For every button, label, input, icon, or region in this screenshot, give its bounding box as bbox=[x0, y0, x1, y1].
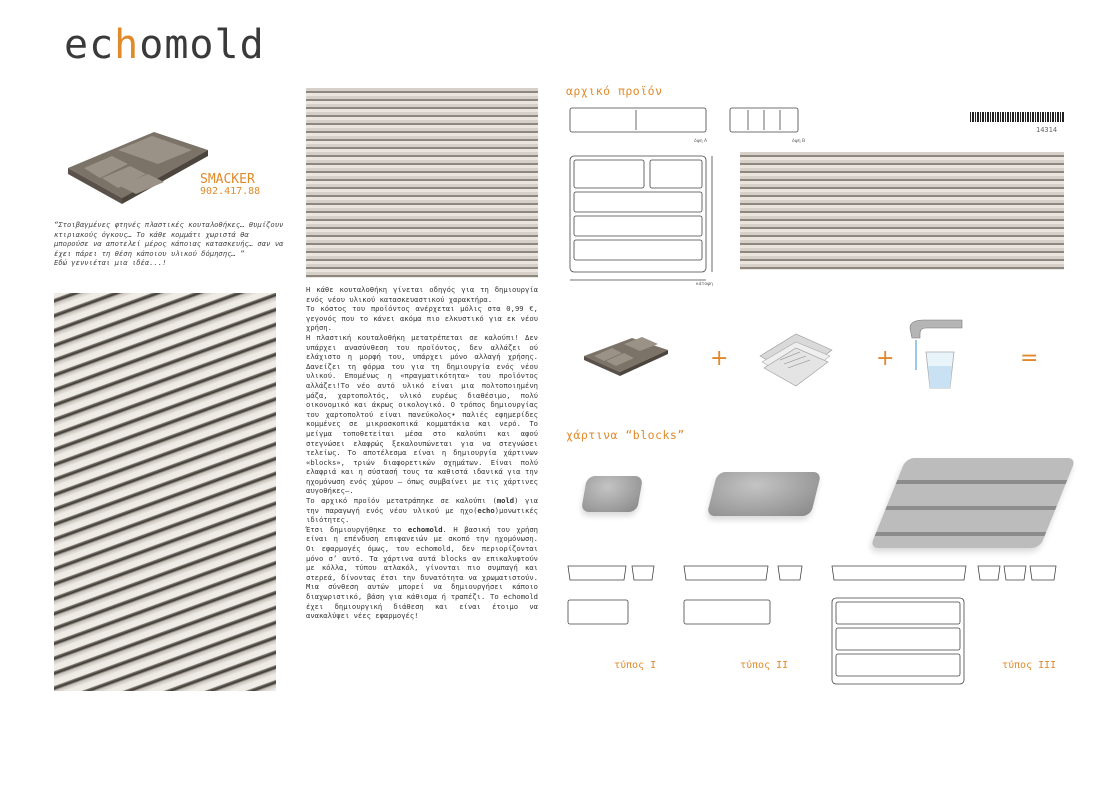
type-label-1: τύπος I bbox=[614, 660, 657, 671]
newspapers-image bbox=[756, 326, 836, 388]
label-side-b: όψη Β bbox=[792, 139, 806, 144]
section-initial-product: αρχικό προϊόν bbox=[566, 84, 663, 98]
equation-tray-image bbox=[580, 334, 672, 380]
block-type-3-render bbox=[870, 458, 1076, 548]
cutlery-tray-photo bbox=[62, 128, 212, 206]
type-label-2: τύπος II bbox=[740, 660, 789, 671]
section-paper-blocks: χάρτινα “blocks” bbox=[566, 428, 685, 442]
stacked-trays-closeup-photo bbox=[54, 293, 276, 691]
type-3-drawing bbox=[830, 562, 1070, 692]
label-plan: κάτοψη bbox=[696, 282, 713, 287]
tray-side-b-drawing bbox=[728, 106, 808, 136]
stacked-trays-photo bbox=[306, 88, 538, 278]
block-type-2-render bbox=[707, 472, 822, 516]
product-name: SMACKER bbox=[200, 172, 255, 187]
barcode-number: 14314 bbox=[1036, 126, 1058, 134]
label-side-a: όψη Α bbox=[694, 139, 708, 144]
product-code: 902.417.88 bbox=[200, 186, 261, 197]
plus-sign-2: + bbox=[876, 346, 895, 371]
page-title: echomold bbox=[64, 22, 265, 68]
type-1-drawing bbox=[566, 562, 676, 632]
plus-sign-1: + bbox=[710, 346, 729, 371]
barcode bbox=[970, 112, 1064, 122]
water-glass-image bbox=[904, 318, 974, 390]
type-label-3: τύπος III bbox=[1002, 660, 1057, 671]
description-text: Η κάθε κουταλοθήκη γίνεται οδηγός για τη δημιουργία ενός νέου υλικού κατασκευαστικού χαρακτήρα. Το κόστος του προϊόντος ανέρχεται μόλις στα 0,99 €, γεγονός που το κάνει ακόμα πιο ελκυστικό για εκ νέου χρήση. Η πλαστική κουταλοθήκη μετατρέπεται σε καλούπι! Δεν υπάρχει ανασύνθεση του προϊόντος, δεν αλλάζει ού ελάχιστο η μορφή του, υπάρχει μόνο αλλαγή χρήσης. Δανείζει τη φόρμα του για τη δημιουργία ενός νέου υλικού. Επομένως η «πραγματικότητα» του προϊόντος αλλάζει!Το νέο αυτό υλικό είναι μια πολτοποιημένη μάζα, χαρτοπολτός, υλικό ευρέως διαθέσιμο, πολύ οικονομικό και άκρως οικολογικό. Ο τρόπος δημιουργίας του χαρτοπολτού είναι πανεύκολος• παλιές εφημερίδες κομμένες σε μικροσκοπικά κομματάκια και νερό. Το μείγμα τοποθετείται μέσα στο καλούπι και αφού στεγνώσει ελαφρώς ξεκαλουπώνεται για να στεγνώσει τελείως. Το αποτέλεσμα είναι η δημιουργία χάρτινων «blocks», τριών διαφορετικών σχημάτων. Είναι πολύ ελαφριά και η σύστασή τους τα καθιστά ιδανικά για την ηχομόνωση ενός χώρου – όπως συμβαίνει με τις χάρτινες αυγοθήκες–. Το αρχικό προϊόν μετατράπηκε σε καλούπι (mold) για την παραγωγή ενός νέου υλικού με ηχο(echo)μονωτικές ιδιότητες. Έτσι δημιουργήθηκε το echomold. Η βασική του χρήση είναι η επένδυση επιφανειών με σκοπό την ηχομόνωση. Οι εφαρμογές όμως, του echomold, δεν περιορίζονται μόνο σ’ αυτό. Τα χάρτινα αυτά blocks αν επικαλυφτούν με κόλλα, τύπου ατλακόλ, γίνονται πιο συμπαγή και στερεά, δίνοντας έτσι την δυνατότητα να χρωματιστούν. Μια σύνθεση αυτών μπορεί να δημιουργήσει κάποιο διαχωριστικό, βάση για κάθισμα ή τραπέζι. Το echomold έχει δημιουργική διάθεση και είναι έτοιμο να ανακαλύψει νέες εφαρμογές! bbox=[306, 285, 539, 621]
type-2-drawing bbox=[682, 562, 812, 632]
quote-text: “Στοιβαγμένες φτηνές πλαστικές κουταλοθήκες… θυμίζουν κτιριακούς όγκους… Το κάθε κομμάτι χωριστά θα μπορούσε να αποτελεί μέρος κάποιας κατασκευής… σαν να έχει πάρει τη θέση κάποιου υλικού δόμησης… ” Εδώ γεννιέται μια ιδέα...! bbox=[54, 220, 284, 268]
quote-tail: Εδώ γεννιέται μια ιδέα...! bbox=[54, 258, 167, 268]
equals-sign: = bbox=[1020, 346, 1039, 371]
tray-technical-drawing bbox=[566, 102, 716, 292]
block-type-1-render bbox=[581, 476, 643, 512]
stacked-trays-wide-photo bbox=[740, 152, 1064, 270]
